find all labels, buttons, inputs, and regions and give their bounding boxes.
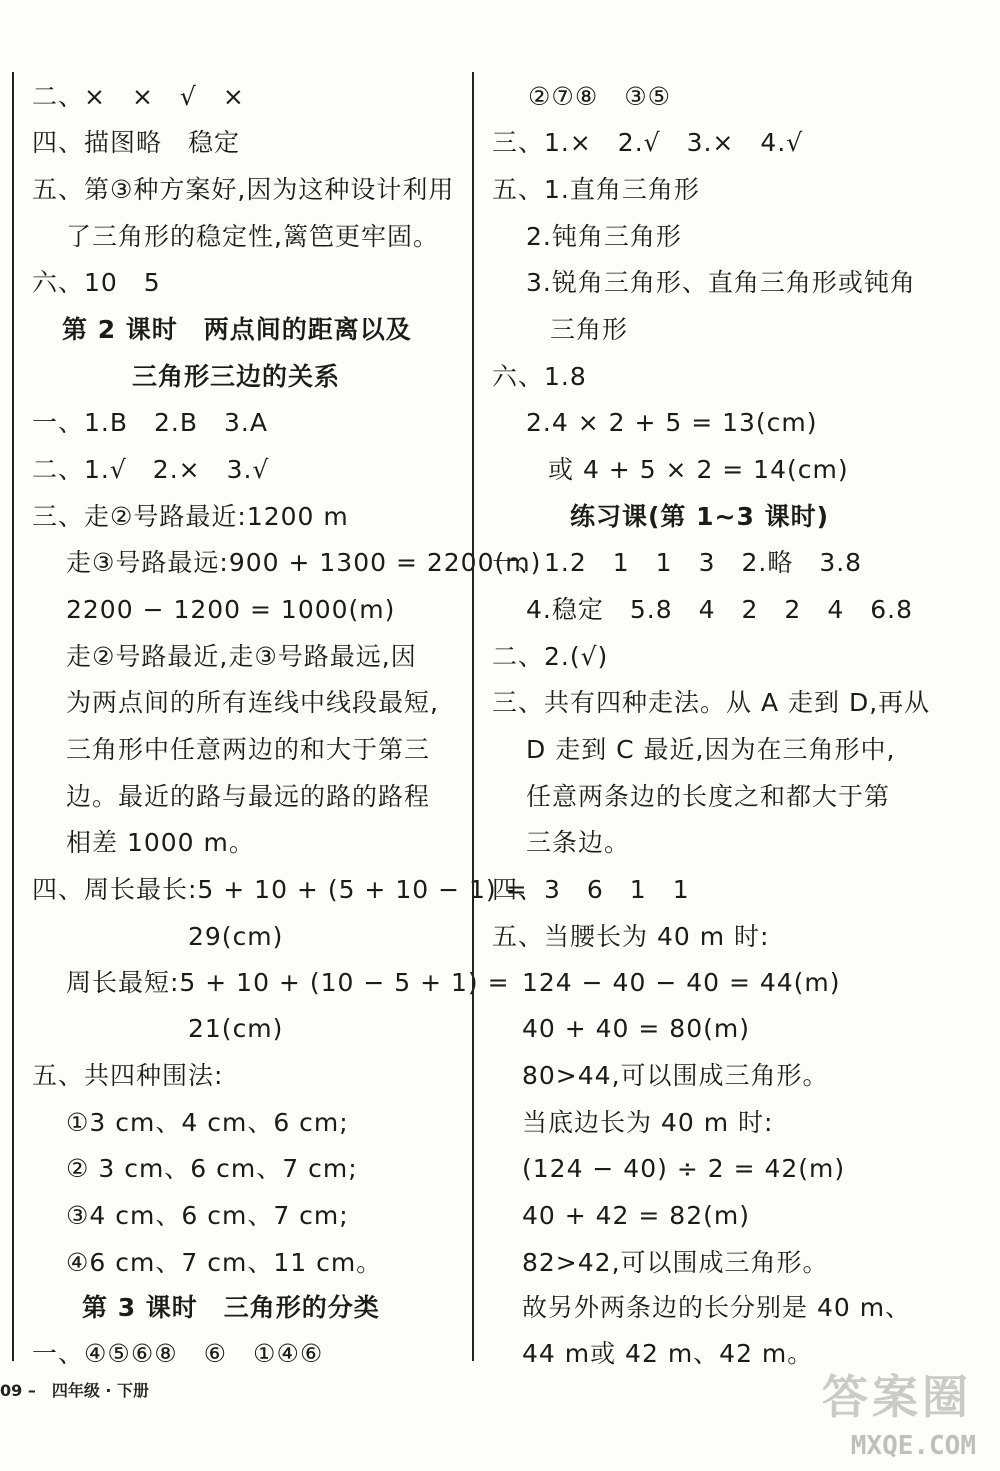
left-line-4: 了三角形的稳定性,篱笆更牢固。 [66,222,439,251]
right-line-17: 三条边。 [526,828,631,857]
lesson-2-title-line-1: 第 2 课时 两点间的距离以及 [62,315,412,344]
right-line-1: ②⑦⑧ ③⑤ [528,82,672,111]
left-line-21: 21(cm) [188,1014,284,1043]
right-line-4: 2.钝角三角形 [526,222,682,251]
left-line-11: 走③号路最远:900 + 1300 = 2200(m) [66,548,542,577]
practice-title: 练习课(第 1~3 课时) [570,502,829,531]
watermark-url: MXQE.COM [850,1431,976,1461]
left-line-3: 五、第③种方案好,因为这种设计利用 [32,175,455,204]
right-line-6: 三角形 [550,315,629,344]
left-line-12: 2200 − 1200 = 1000(m) [66,595,396,624]
left-line-28: 一、④⑤⑥⑧ ⑥ ①④⑥ [32,1339,324,1368]
right-line-14: 三、共有四种走法。从 A 走到 D,再从 [492,688,931,717]
left-line-24: ② 3 cm、6 cm、7 cm; [66,1154,358,1183]
right-line-24: (124 − 40) ÷ 2 = 42(m) [522,1154,846,1183]
left-line-19: 29(cm) [188,922,284,951]
left-line-15: 三角形中任意两边的和大于第三 [66,735,431,764]
left-line-25: ③4 cm、6 cm、7 cm; [66,1201,349,1230]
right-line-15: D 走到 C 最近,因为在三角形中, [526,735,896,764]
right-line-20: 124 − 40 − 40 = 44(m) [522,968,841,997]
right-line-28: 44 m或 42 m、42 m。 [522,1339,814,1368]
left-line-2: 四、描图略 稳定 [32,128,241,157]
left-line-18: 四、周长最长:5 + 10 + (5 + 10 − 1) = [32,875,528,904]
right-line-5: 3.锐角三角形、直角三角形或钝角 [526,268,916,297]
right-line-11: 一、1.2 1 1 3 2.略 3.8 [492,548,863,577]
left-line-26: ④6 cm、7 cm、11 cm。 [66,1248,383,1277]
left-line-13: 走②号路最近,走③号路最远,因 [66,642,417,671]
left-line-14: 为两点间的所有连线中线段最短, [66,688,439,717]
right-line-3: 五、1.直角三角形 [492,175,700,204]
right-line-7: 六、1.8 [492,362,587,391]
right-line-19: 五、当腰长为 40 m 时: [492,922,770,951]
left-line-23: ①3 cm、4 cm、6 cm; [66,1108,349,1137]
right-line-16: 任意两条边的长度之和都大于第 [526,782,891,811]
right-line-26: 82>42,可以围成三角形。 [522,1248,829,1277]
left-line-20: 周长最短:5 + 10 + (10 − 5 + 1) = [66,968,510,997]
left-line-8: 一、1.B 2.B 3.A [32,408,268,437]
right-line-8: 2.4 × 2 + 5 = 13(cm) [526,408,818,437]
left-line-10: 三、走②号路最近:1200 m [32,502,349,531]
right-line-9: 或 4 + 5 × 2 = 14(cm) [548,455,849,484]
left-line-5: 六、10 5 [32,268,161,297]
right-line-27: 故另外两条边的长分别是 40 m、 [522,1293,912,1322]
right-line-22: 80>44,可以围成三角形。 [522,1061,829,1090]
lesson-2-title-line-2: 三角形三边的关系 [132,362,341,391]
right-line-12: 4.稳定 5.8 4 2 2 4 6.8 [526,595,913,624]
left-line-16: 边。最近的路与最远的路的路程 [66,782,431,811]
lesson-3-title: 第 3 课时 三角形的分类 [82,1293,380,1322]
page-footer: 09 – 四年级 · 下册 [0,1381,150,1400]
right-line-23: 当底边长为 40 m 时: [522,1108,774,1137]
left-line-9: 二、1.√ 2.× 3.√ [32,455,270,484]
right-line-2: 三、1.× 2.√ 3.× 4.√ [492,128,804,157]
right-line-21: 40 + 40 = 80(m) [522,1014,750,1043]
left-line-22: 五、共四种围法: [32,1061,224,1090]
right-line-25: 40 + 42 = 82(m) [522,1201,750,1230]
right-line-13: 二、2.(√) [492,642,609,671]
right-line-18: 四、3 6 1 1 [492,875,690,904]
left-line-17: 相差 1000 m。 [66,828,255,857]
watermark [790,1361,980,1461]
watermark-logo: 答案圈 [822,1370,972,1424]
left-line-1: 二、× × √ × [32,82,245,111]
